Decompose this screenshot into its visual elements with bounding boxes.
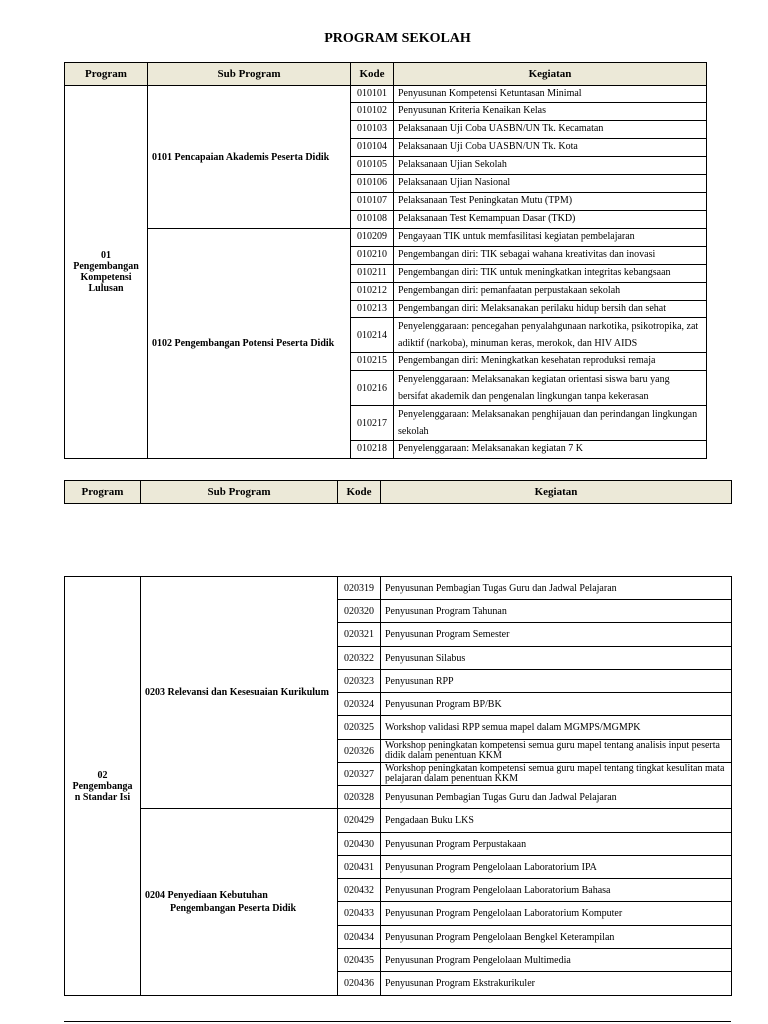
program-name-line: Pengembanga — [72, 780, 133, 792]
kegiatan-cell: Penyusunan Program BP/BK — [381, 693, 732, 716]
kegiatan-cell: Pengembangan diri: Melaksanakan perilaku hidup bersih dan sehat — [394, 301, 707, 318]
kegiatan-cell: Penyusunan Program Pengelolaan Laboratorium Bahasa — [381, 879, 732, 902]
kode-cell: 010214 — [351, 318, 394, 353]
kode-cell: 020327 — [338, 763, 381, 786]
kode-cell: 010216 — [351, 371, 394, 406]
kode-cell: 020432 — [338, 879, 381, 902]
header-kode: Kode — [338, 481, 381, 504]
kode-cell: 010105 — [351, 157, 394, 175]
program-name-line: n Standar Isi — [74, 791, 131, 803]
kegiatan-cell: Penyusunan Program Ekstrakurikuler — [381, 972, 732, 996]
kode-cell: 020324 — [338, 693, 381, 716]
table-row — [65, 229, 707, 247]
kode-cell: 020433 — [338, 902, 381, 926]
program-cell — [65, 86, 148, 459]
sub-program-cell: 0101 Pencapaian Akademis Peserta Didik — [148, 86, 351, 229]
kode-cell: 010212 — [351, 283, 394, 301]
kode-cell: 020328 — [338, 786, 381, 809]
kegiatan-cell: Penyelenggaraan: Melaksanakan kegiatan orientasi siswa baru yang bersifat akademik dan pengenalan lingkungan tanpa kekerasan — [394, 371, 707, 406]
kode-cell: 010209 — [351, 229, 394, 247]
program-name-line: Lulusan — [88, 283, 124, 294]
next-table-top-border — [64, 1021, 731, 1022]
kode-cell: 010215 — [351, 353, 394, 371]
sub-program-cell: 0102 Pengembangan Potensi Peserta Didik — [148, 229, 351, 459]
kode-cell: 020431 — [338, 856, 381, 879]
program-table-1 — [64, 62, 707, 459]
kode-cell: 020323 — [338, 670, 381, 693]
table-row — [65, 809, 732, 833]
kegiatan-cell: Penyusunan Program Perpustakaan — [381, 833, 732, 856]
kegiatan-cell: Pelaksanaan Uji Coba UASBN/UN Tk. Kecamatan — [394, 121, 707, 139]
kode-cell: 010107 — [351, 193, 394, 211]
header-kode: Kode — [351, 63, 394, 86]
kode-cell: 010211 — [351, 265, 394, 283]
kegiatan-cell: Pengembangan diri: pemanfaatan perpustakaan sekolah — [394, 283, 707, 301]
kegiatan-cell: Penyusunan Program Tahunan — [381, 600, 732, 623]
kode-cell: 020436 — [338, 972, 381, 996]
kode-cell: 020325 — [338, 716, 381, 740]
kegiatan-cell: Pelaksanaan Uji Coba UASBN/UN Tk. Kota — [394, 139, 707, 157]
kegiatan-cell: Pengadaan Buku LKS — [381, 809, 732, 833]
kode-cell: 020429 — [338, 809, 381, 833]
kode-cell: 010218 — [351, 441, 394, 459]
kode-cell: 010104 — [351, 139, 394, 157]
program-code: 01 — [101, 250, 111, 261]
header-kegiatan: Kegiatan — [394, 63, 707, 86]
kegiatan-cell: Pelaksanaan Ujian Sekolah — [394, 157, 707, 175]
kegiatan-cell: Penyusunan Program Semester — [381, 623, 732, 647]
sub-program-line: Pengembangan Peserta Didik — [170, 903, 297, 914]
program-name-line: Kompetensi — [80, 272, 132, 283]
kegiatan-cell: Pengembangan diri: TIK untuk meningkatkan integritas kebangsaan — [394, 265, 707, 283]
kode-cell: 020319 — [338, 577, 381, 600]
kegiatan-cell: Penyusunan Kriteria Kenaikan Kelas — [394, 103, 707, 121]
kegiatan-cell: Penyelenggaraan: Melaksanakan kegiatan 7 K — [394, 441, 707, 459]
kegiatan-cell: Penyusunan Pembagian Tugas Guru dan Jadwal Pelajaran — [381, 786, 732, 809]
kode-cell: 010217 — [351, 406, 394, 441]
kegiatan-cell: Workshop validasi RPP semua mapel dalam MGMPS/MGMPK — [381, 716, 732, 740]
kode-cell: 020322 — [338, 647, 381, 670]
kode-cell: 020320 — [338, 600, 381, 623]
kegiatan-cell: Penyusunan Program Pengelolaan Bengkel Keterampilan — [381, 926, 732, 949]
kode-cell: 020435 — [338, 949, 381, 972]
kegiatan-cell: Penyusunan Pembagian Tugas Guru dan Jadwal Pelajaran — [381, 577, 732, 600]
kegiatan-cell: Workshop peningkatan kompetensi semua guru mapel tentang analisis input peserta didik dalam penentuan KKM — [381, 740, 732, 763]
kegiatan-cell: Penyusunan Kompetensi Ketuntasan Minimal — [394, 86, 707, 103]
kode-cell: 020326 — [338, 740, 381, 763]
kegiatan-cell: Workshop peningkatan kompetensi semua guru mapel tentang tingkat kesulitan mata pelajaran dalam penentuan KKM — [381, 763, 732, 786]
kode-cell: 020321 — [338, 623, 381, 647]
program-cell — [65, 577, 141, 996]
kegiatan-cell: Pelaksanaan Test Peningkatan Mutu (TPM) — [394, 193, 707, 211]
kode-cell: 010101 — [351, 86, 394, 103]
sub-program-cell — [141, 809, 338, 996]
header-sub-program: Sub Program — [141, 481, 338, 504]
table-row — [65, 86, 707, 103]
kegiatan-cell: Penyusunan RPP — [381, 670, 732, 693]
program-table-header-2 — [64, 480, 732, 504]
kode-cell: 010106 — [351, 175, 394, 193]
program-table-2 — [64, 576, 732, 996]
table-row — [65, 577, 732, 600]
header-program: Program — [65, 63, 148, 86]
header-row — [65, 63, 707, 86]
kode-cell: 010102 — [351, 103, 394, 121]
kegiatan-cell: Penyusunan Program Pengelolaan Multimedia — [381, 949, 732, 972]
header-row — [65, 481, 732, 504]
kode-cell: 010108 — [351, 211, 394, 229]
kegiatan-cell: Pengayaan TIK untuk memfasilitasi kegiatan pembelajaran — [394, 229, 707, 247]
header-kegiatan: Kegiatan — [381, 481, 732, 504]
kegiatan-cell: Pengembangan diri: TIK sebagai wahana kreativitas dan inovasi — [394, 247, 707, 265]
kegiatan-cell: Penyusunan Silabus — [381, 647, 732, 670]
program-name-line: Pengembangan — [73, 261, 139, 272]
kode-cell: 010210 — [351, 247, 394, 265]
kegiatan-cell: Penyusunan Program Pengelolaan Laboratorium Komputer — [381, 902, 732, 926]
kegiatan-cell: Pelaksanaan Ujian Nasional — [394, 175, 707, 193]
header-sub-program: Sub Program — [148, 63, 351, 86]
kegiatan-cell: Penyusunan Program Pengelolaan Laboratorium IPA — [381, 856, 732, 879]
program-code: 02 — [97, 769, 108, 781]
kegiatan-cell: Penyelenggaraan: pencegahan penyalahgunaan narkotika, psikotropika, zat adiktif (narkoba), minuman keras, merokok, dan HIV AIDS — [394, 318, 707, 353]
kegiatan-cell: Pengembangan diri: Meningkatkan kesehatan reproduksi remaja — [394, 353, 707, 371]
header-program: Program — [65, 481, 141, 504]
kode-cell: 010213 — [351, 301, 394, 318]
kegiatan-cell: Penyelenggaraan: Melaksanakan penghijauan dan perindangan lingkungan sekolah — [394, 406, 707, 441]
kode-cell: 020430 — [338, 833, 381, 856]
sub-program-line: 0204 Penyediaan Kebutuhan — [145, 890, 268, 901]
sub-program-cell: 0203 Relevansi dan Kesesuaian Kurikulum — [141, 577, 338, 809]
kode-cell: 010103 — [351, 121, 394, 139]
kegiatan-cell: Pelaksanaan Test Kemampuan Dasar (TKD) — [394, 211, 707, 229]
kode-cell: 020434 — [338, 926, 381, 949]
page-title: PROGRAM SEKOLAH — [324, 31, 471, 46]
